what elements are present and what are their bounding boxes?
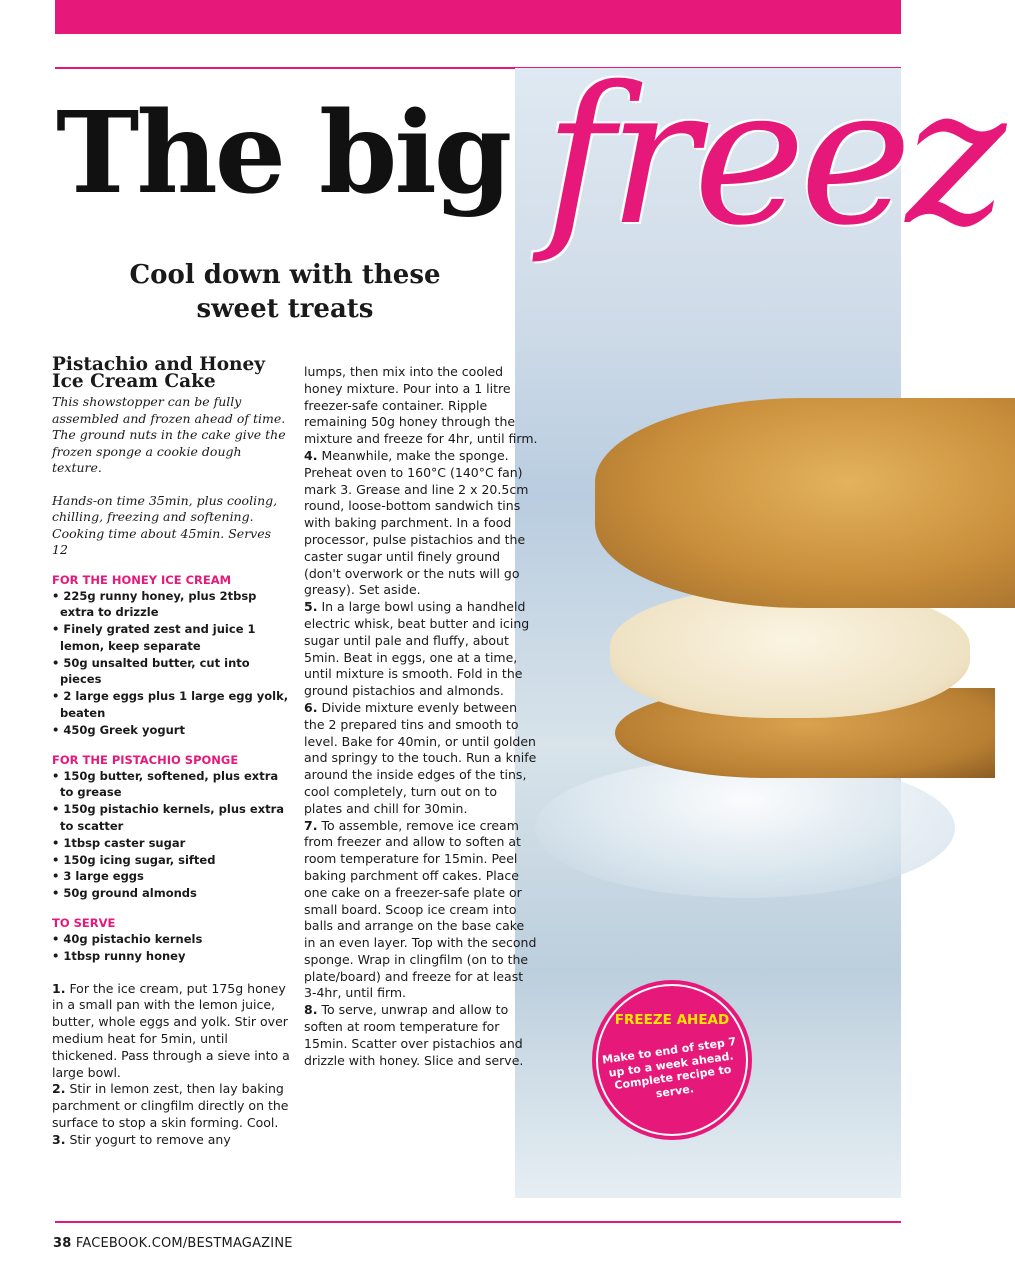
- ingredient-item: • Finely grated zest and juice 1 lemon, keep separate: [52, 621, 290, 655]
- ingredient-list-to-serve: [52, 931, 290, 965]
- recipe-title: Pistachio and Honey Ice Cream Cake: [52, 354, 266, 392]
- method-step: 7. To assemble, remove ice cream from freezer and allow to soften at room temperature for 15min. Peel baking parchment off cakes. Place one cake on a freezer-safe plate or small board. Scoop ice cream into balls and arrange on the base cake in an even layer. Top with the second sponge. Wrap in clingfilm (on to the plate/board) and freeze for at least 3-4hr, until firm.: [304, 817, 537, 1001]
- badge-title: FREEZE AHEAD: [614, 1012, 730, 1028]
- ingredient-item: • 1tbsp runny honey: [52, 948, 290, 965]
- method-step: 8. To serve, unwrap and allow to soften at room temperature for 15min. Scatter over pistachios and drizzle with honey. Slice and serve.: [304, 1002, 524, 1068]
- page-title-script: freez: [544, 46, 1001, 267]
- method-step: 6. Divide mixture evenly between the 2 prepared tins and smooth to level. Bake for 40min, or until golden and springy to the touch. Run a knife around the inside edges of the tins, cool completely, turn out on to plates and chill for 30min.: [304, 699, 537, 816]
- page-subtitle: Cool down with these sweet treats: [129, 260, 441, 324]
- method-steps-left: [52, 981, 290, 1149]
- ingredient-item: • 40g pistachio kernels: [52, 931, 290, 948]
- ingredient-item: • 50g unsalted butter, cut into pieces: [52, 655, 290, 689]
- method-steps-right: [304, 364, 538, 1069]
- ingredient-item: • 50g ground almonds: [52, 885, 290, 902]
- page-footer: [53, 1236, 293, 1252]
- freeze-ahead-badge: [592, 980, 752, 1140]
- bottom-rule: [55, 1221, 901, 1223]
- top-sponge: [595, 398, 1015, 608]
- recipe-intro: This showstopper can be fully assembled and frozen ahead of time. The ground nuts in the cake give the frozen sponge a cookie dough texture.: [52, 394, 286, 475]
- section-heading-to-serve: TO SERVE: [52, 916, 116, 931]
- ingredient-item: • 150g pistachio kernels, plus extra to scatter: [52, 801, 290, 835]
- badge-text: Make to end of step 7 up to a week ahead. Complete recipe to serve.: [601, 1034, 737, 1100]
- recipe-column-right: [304, 364, 538, 1069]
- method-step: 3. Stir yogurt to remove any: [52, 1131, 231, 1147]
- ingredient-item: • 2 large eggs plus 1 large egg yolk, beaten: [52, 688, 290, 722]
- ingredient-list-sponge: [52, 768, 290, 902]
- ingredient-item: • 150g butter, softened, plus extra to grease: [52, 768, 290, 802]
- ingredient-item: • 3 large eggs: [52, 868, 290, 885]
- section-heading-ice-cream: FOR THE HONEY ICE CREAM: [52, 572, 232, 587]
- ingredient-list-ice-cream: [52, 588, 290, 739]
- footer-site: FACEBOOK.COM/BESTMAGAZINE: [75, 1236, 293, 1251]
- recipe-meta: Hands-on time 35min, plus cooling, chilling, freezing and softening. Cooking time about 45min. Serves 12: [52, 492, 278, 557]
- method-step: 4. Meanwhile, make the sponge. Preheat oven to 160°C (140°C fan) mark 3. Grease and line 2 x 20.5cm round, loose-bottom sandwich tins with baking parchment. In a food processor, pulse pistachios and the caster sugar until finely ground (don't overwork or the nuts will go greasy). Set aside.: [304, 447, 529, 598]
- method-step-continued: lumps, then mix into the cooled honey mixture. Pour into a 1 litre freezer-safe container. Ripple remaining 50g honey through the mixture and freeze for 4hr, until firm.: [304, 364, 538, 447]
- cake-stand: [535, 758, 955, 898]
- method-step: 1. For the ice cream, put 175g honey in a small pan with the lemon juice, butter, whole eggs and yolk. Stir over medium heat for 5min, until thickened. Pass through a sieve into a large bowl.: [52, 980, 290, 1080]
- ingredient-item: • 225g runny honey, plus 2tbsp extra to drizzle: [52, 588, 290, 622]
- section-heading-sponge: FOR THE PISTACHIO SPONGE: [52, 752, 239, 767]
- ingredient-item: • 150g icing sugar, sifted: [52, 852, 290, 869]
- ingredient-item: • 1tbsp caster sugar: [52, 835, 290, 852]
- ingredient-item: • 450g Greek yogurt: [52, 722, 290, 739]
- method-step: 2. Stir in lemon zest, then lay baking parchment or clingfilm directly on the surface to stop a skin forming. Cool.: [52, 1081, 289, 1131]
- page-title: The big: [56, 88, 510, 219]
- recipe-column-left: [52, 356, 290, 1149]
- method-step: 5. In a large bowl using a handheld electric whisk, beat butter and icing sugar until pale and fluffy, about 5min. Beat in eggs, one at a time, until mixture is smooth. Fold in the ground pistachios and almonds.: [304, 599, 530, 699]
- top-accent-bar: [55, 0, 901, 34]
- page-number: 38: [53, 1236, 72, 1251]
